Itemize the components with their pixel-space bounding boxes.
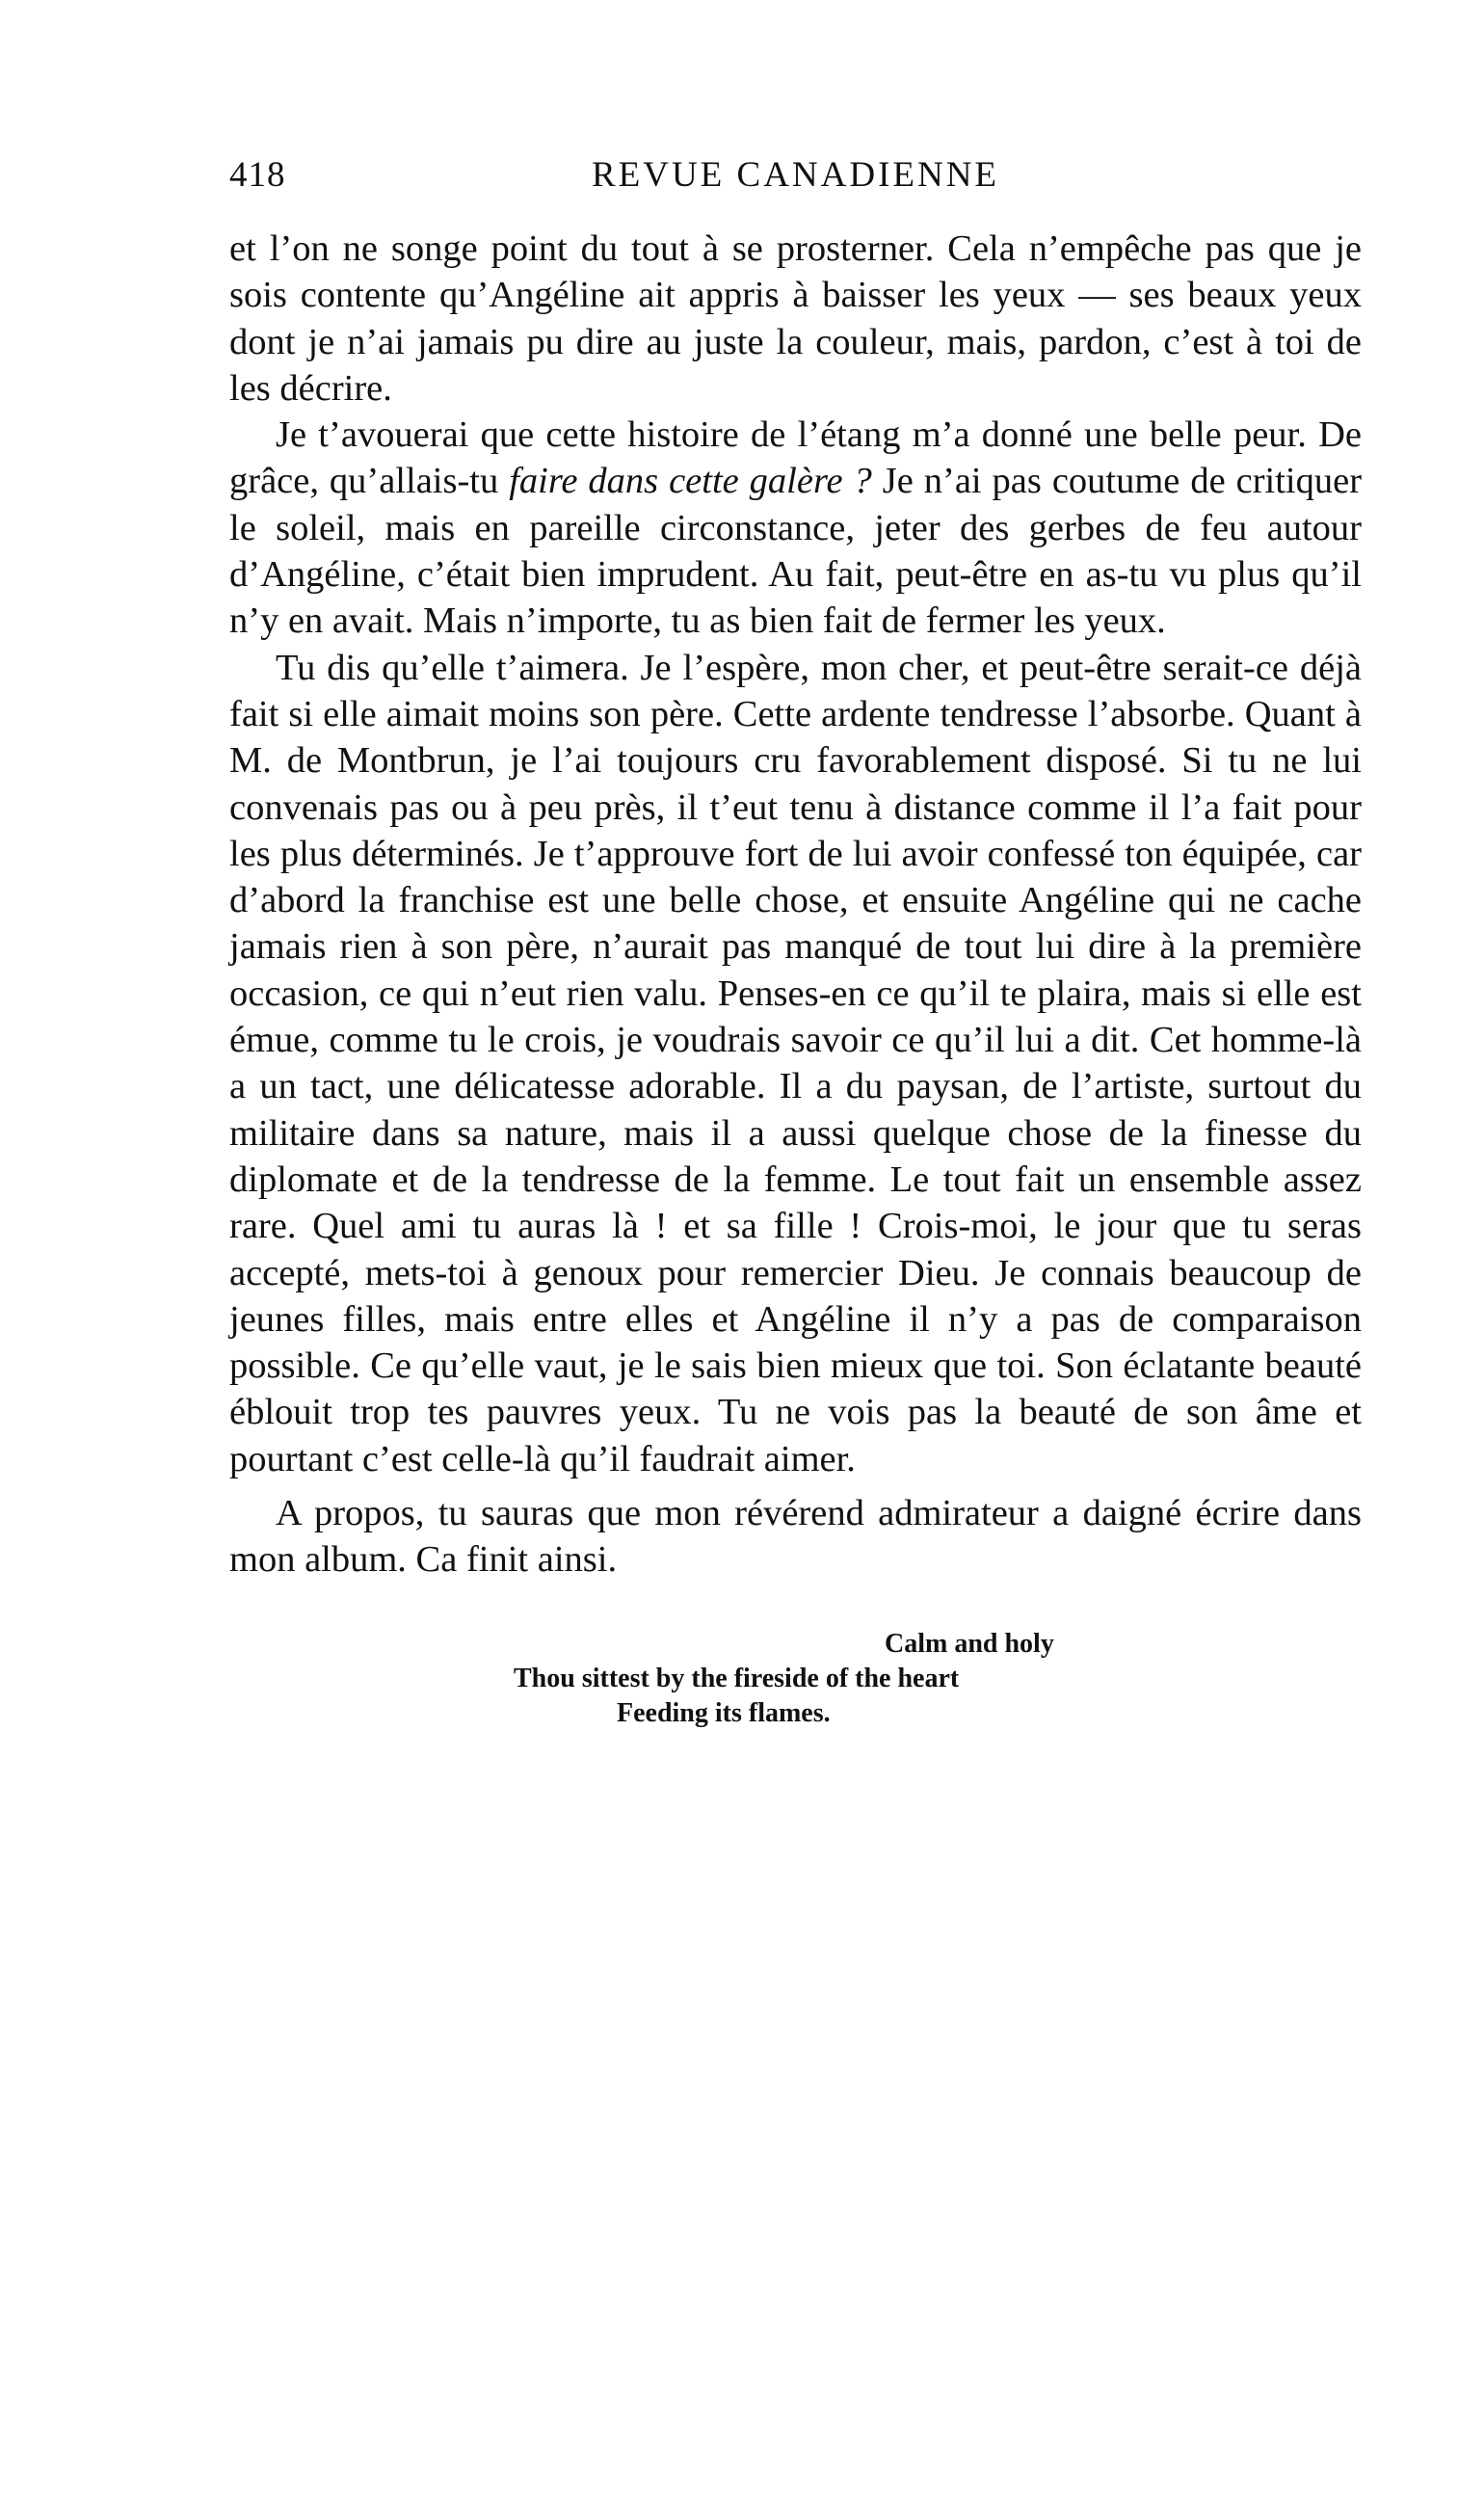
page-header [229,154,1362,202]
text-run: A propos, tu sauras que mon révérend admirateur a daigné écrire dans mon album. Ca finit ainsi. [229,1493,1362,1581]
paragraph [229,1490,1362,1584]
text-run: Je t’avouerai que cette histoire de l’étang m’a donné une belle peur. De grâce, qu’allais-tu [229,414,1362,502]
paragraph [229,226,1362,412]
paragraph [229,412,1362,644]
text-run: Tu dis qu’elle t’aimera. Je l’espère, mon cher, et peut-être serait-ce déjà fait si elle aimait moins son père. Cette ardente tendresse l’absorbe. Quant à M. de Montbrun, je l’ai toujours cru favorablement disposé. Si tu ne lui convenais pas ou à peu près, il t’eut tenu à distance comme il l’a fait pour les plus déterminés. Je t’approuve fort de lui avoir confessé ton équipée, car d’abord la franchise est une belle chose, et ensuite Angéline qui ne cache jamais rien à son père, n’aurait pas manqué de tout lui dire à la première occasion, ce qui n’eut rien valu. Penses-en ce qu’il te plaira, mais si elle est émue, comme tu le crois, je voudrais savoir ce qu’il lui a dit. Cet homme-là a un tact, une délicatesse adorable. Il a du paysan, de l’artiste, surtout du militaire dans sa nature, mais il a aussi quelque chose de la finesse du diplomate et de la tendresse de la femme. Le tout fait un ensemble assez rare. Quel ami tu auras là ! et sa fille ! Crois-moi, le jour que tu seras accepté, mets-toi à genoux pour remercier Dieu. Je connais beaucoup de jeunes filles, mais entre elles et Angéline il n’y a pas de comparaison possible. Ce qu’elle vaut, je le sais bien mieux que toi. Son éclatante beauté éblouit trop tes pauvres yeux. Tu ne vois pas la beauté de son âme et pourtant c’est celle-là qu’il faudrait aimer. [229,647,1362,1479]
body-text [229,226,1362,1584]
verse-line: Calm and holy [885,1629,1054,1659]
text-run: et l’on ne songe point du tout à se prosterner. Cela n’empêche pas que je sois contente qu’Angéline ait appris à baisser les yeux — ses beaux yeux dont je n’ai jamais pu dire au juste la couleur, mais, pardon, c’est à toi de les décrire. [229,228,1362,409]
text-run: Je n’ai pas coutume de critiquer le soleil, mais en pareille circonstance, jeter des gerbes de feu autour d’Angéline, c’était bien imprudent. Au fait, peut-être en as-tu vu plus qu’il n’y en avait. Mais n’importe, tu as bien fait de fermer les yeux. [229,461,1363,642]
italic-phrase: faire dans cette galère ? [509,461,872,502]
paragraph [229,645,1362,1482]
page-number: 418 [229,155,286,195]
running-head: REVUE CANADIENNE [591,155,1000,195]
verse-quotation [229,1627,1362,1731]
verse-line: Thou sittest by the fireside of the heart [514,1664,960,1693]
verse-line: Feeding its flames. [617,1698,831,1728]
